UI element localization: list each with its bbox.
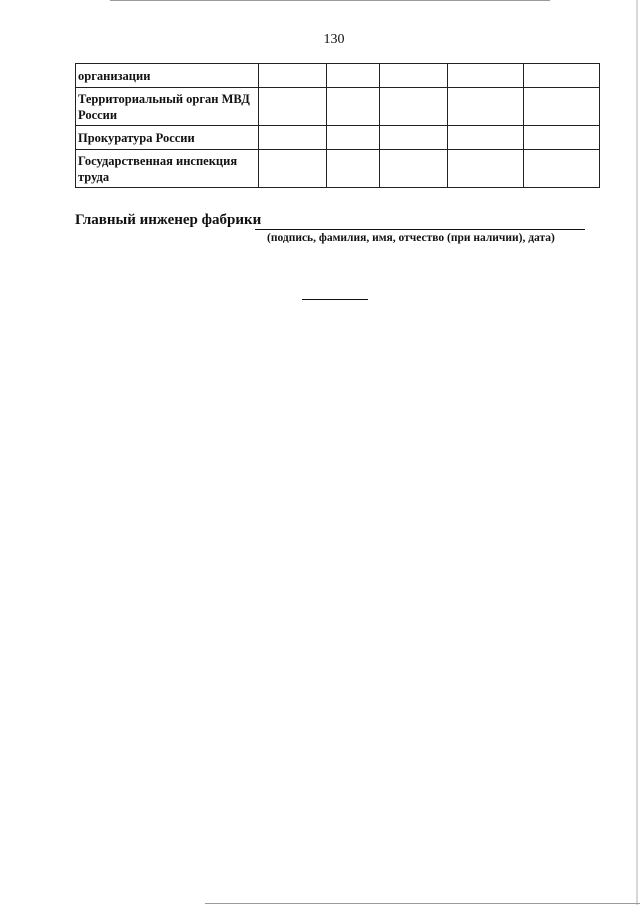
table-cell <box>448 126 524 150</box>
table-row <box>76 150 600 188</box>
row-org-name: организации <box>76 64 259 88</box>
organizations-table <box>75 63 600 188</box>
table-cell <box>259 150 327 188</box>
signature-caption: (подпись, фамилия, имя, отчество (при наличии), дата) <box>267 232 555 244</box>
scan-edge-right <box>636 0 638 905</box>
row-org-name: Территориальный орган МВД России <box>76 88 259 126</box>
table-cell <box>327 88 380 126</box>
table-cell <box>448 150 524 188</box>
table-cell <box>448 88 524 126</box>
table-cell <box>524 88 600 126</box>
page-number: 130 <box>323 32 345 47</box>
table-cell <box>380 126 448 150</box>
table-cell <box>380 88 448 126</box>
table-cell <box>327 126 380 150</box>
table-cell <box>448 64 524 88</box>
table-cell <box>259 64 327 88</box>
table-row <box>76 88 600 126</box>
signature-line <box>255 229 585 230</box>
scan-edge-top <box>110 0 550 1</box>
table-row <box>76 64 600 88</box>
scan-edge-bottom <box>205 903 640 904</box>
table-cell <box>327 64 380 88</box>
table-cell <box>259 126 327 150</box>
table-cell <box>259 88 327 126</box>
row-org-name: Государственная инспекция труда <box>76 150 259 188</box>
table-cell <box>380 64 448 88</box>
signature-title: Главный инженер фабрики <box>75 212 262 228</box>
table-cell <box>524 64 600 88</box>
table-row <box>76 126 600 150</box>
row-org-name: Прокуратура России <box>76 126 259 150</box>
table-cell <box>380 150 448 188</box>
table-cell <box>524 150 600 188</box>
table-cell <box>327 150 380 188</box>
table-cell <box>524 126 600 150</box>
end-of-document-rule <box>302 299 368 300</box>
